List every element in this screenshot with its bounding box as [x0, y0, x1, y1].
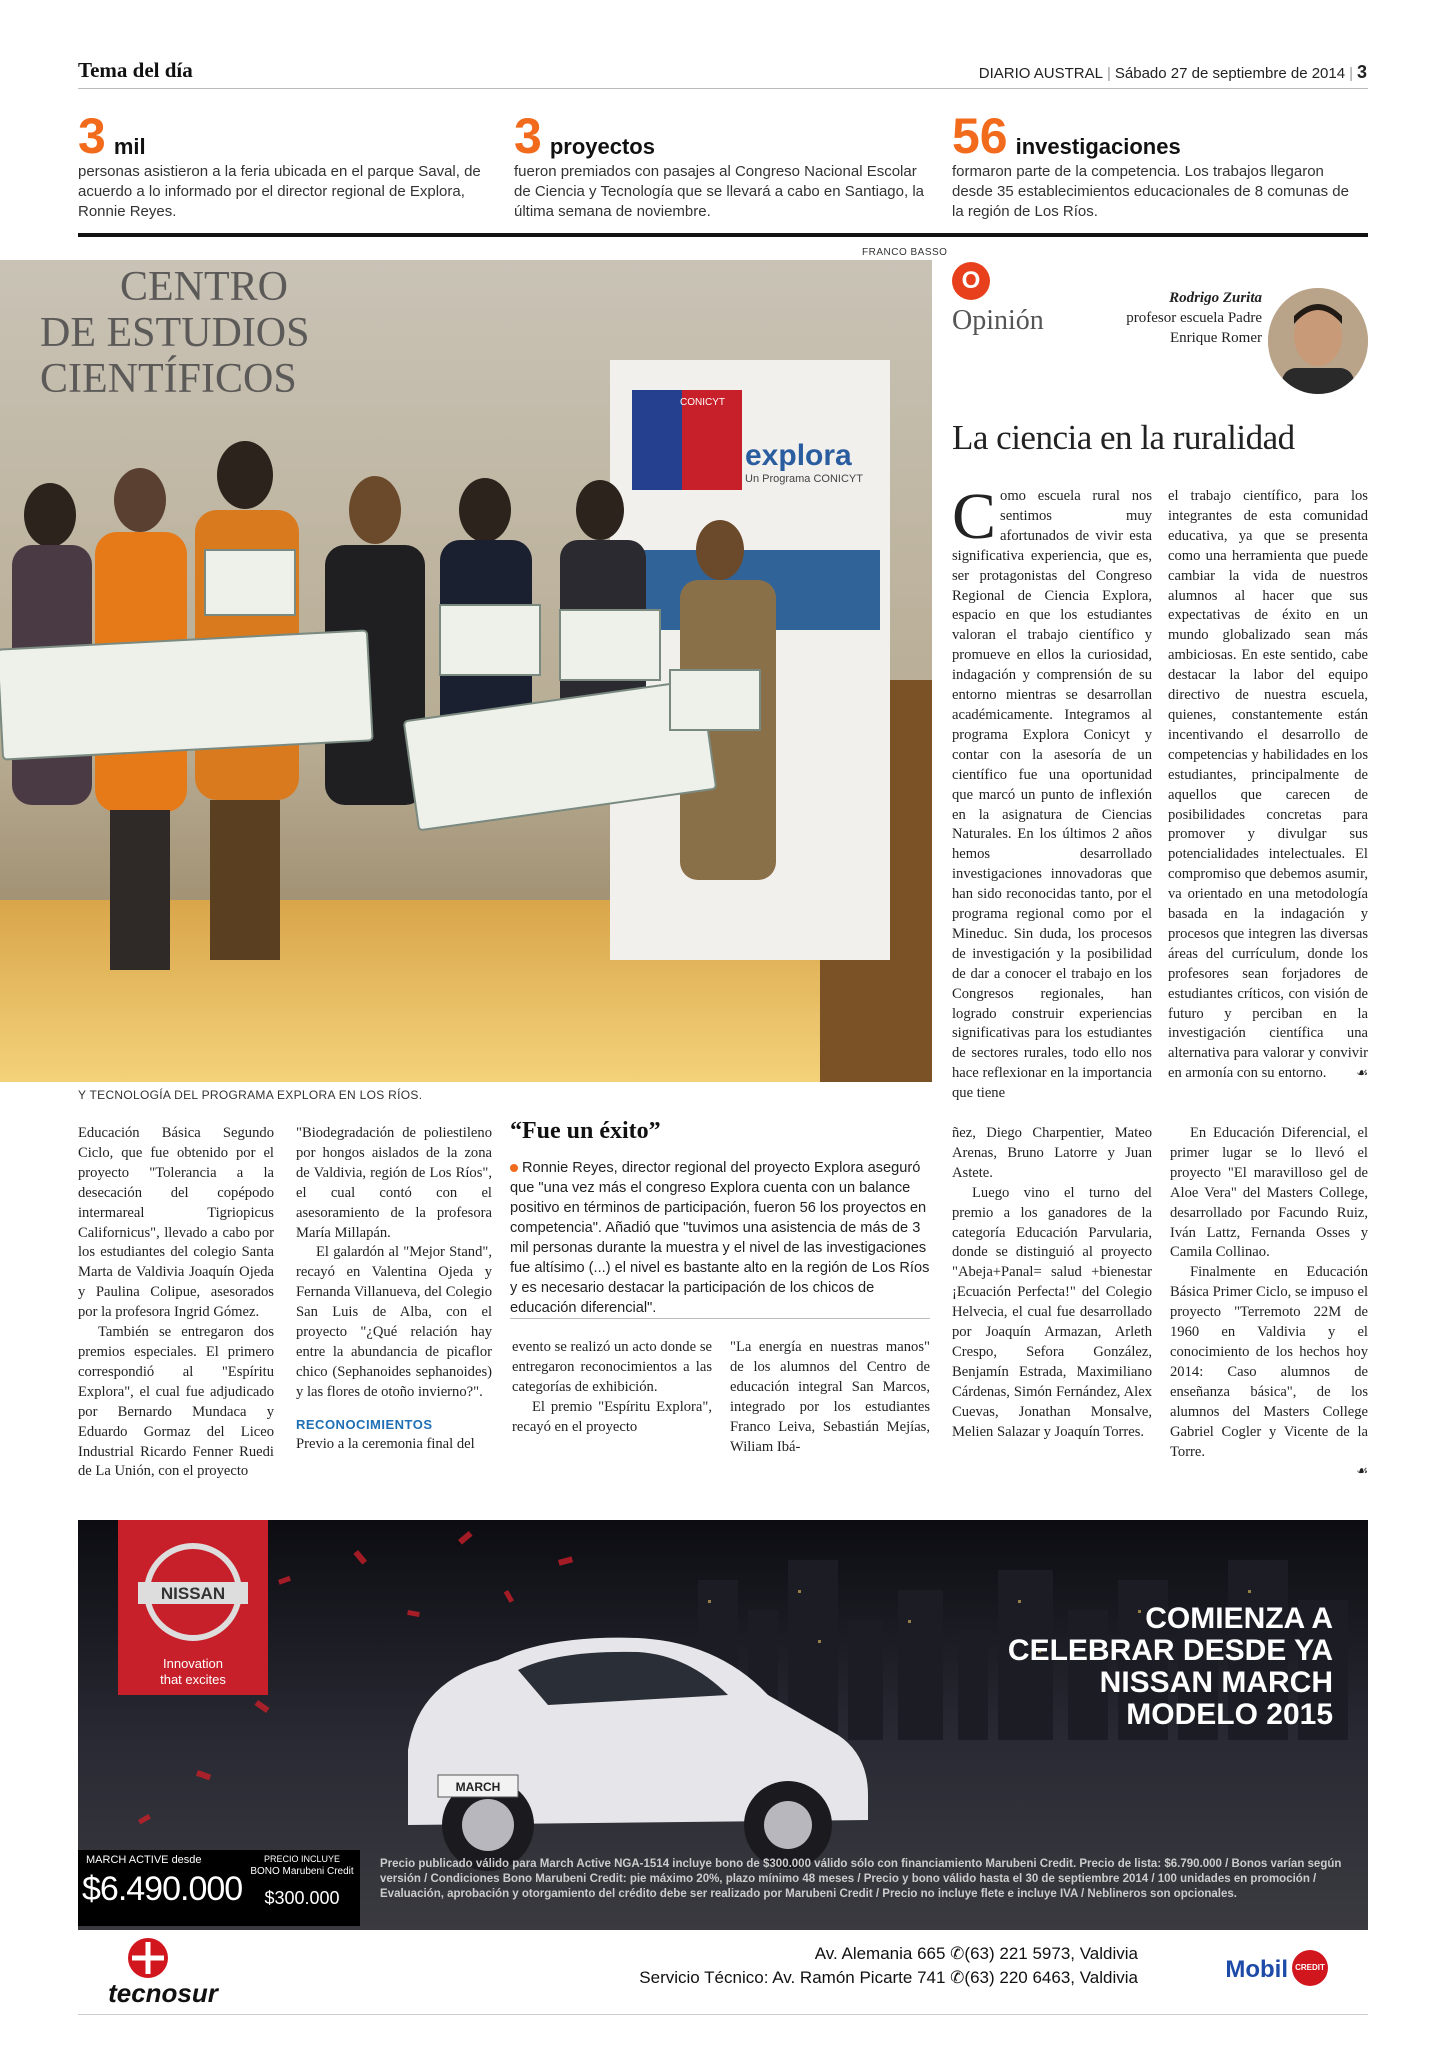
ad-headline4: MODELO 2015 [1126, 1698, 1333, 1731]
ad-brand: NISSAN [160, 1584, 226, 1603]
stat-number: 3 [78, 108, 106, 164]
quote-box [510, 1158, 930, 1318]
author-name: Rodrigo Zurita [1169, 290, 1262, 306]
tecnosur-logo-icon [88, 1934, 248, 2009]
stat-visitors [78, 108, 488, 222]
ad-fine-print: Precio publicado válido para March Active NGA-1514 incluye bono de $300.000 válido sólo con financiamiento Marubeni Credit. Precio de lista: $6.790.000 / Bonos varían según versión / Condiciones Bono Marubeni Credit: pie máximo 20%, plazo mínimo 48 meses / Precio y bono válido hasta el 30 de septiembre 2014 / 100 unidades en promoción / Evaluación, aprobación y otorgamiento del crédito debe ser realizado por Marubeni Credit / Precio no incluye flete e incluye IVA / Neblineros son opcionales. [380, 1858, 1342, 1900]
body-column-2 [296, 1124, 492, 1455]
ad-bono-label1: PRECIO INCLUYE [263, 1854, 341, 1864]
header-rule [78, 88, 1368, 89]
ad-headline2: CELEBRAR DESDE YA [1007, 1634, 1333, 1667]
dealer-name: tecnosur [108, 1978, 218, 2008]
paragraph: "Biodegradación de poliestileno por hongos aislados de la zona de Valdivia, región de Los Ríos", el cual contó con el asesoramiento de la profesora María Millapán. [296, 1125, 492, 1241]
drop-cap: C [952, 480, 997, 553]
stat-word: investigaciones [1015, 134, 1181, 159]
stat-word: proyectos [549, 134, 655, 159]
author-role: profesor escuela Padre Enrique Romer [1126, 310, 1262, 346]
credit-badge-icon: CREDIT [1292, 1950, 1328, 1986]
dealer-address [639, 1942, 1138, 1990]
banner-line2: DE ESTUDIOS [40, 310, 310, 356]
opinion-title: La ciencia en la ruralidad [952, 418, 1295, 457]
stat-word: mil [113, 134, 146, 159]
paragraph: También se entregaron dos premios especiales. El primero correspondió al "Espíritu Explora", el cual fue adjudicado por Bernardo Mundaca y Eduardo Gormaz del Liceo Industrial Ricardo Fenner Ruedi de La Unión, con el proyecto [78, 1324, 274, 1480]
opinion-text-2: el trabajo científico, para los integrantes de esta comunidad educativa, ya que se presenta como una herramienta que puede cambiar la vida de nuestros alumnos al hacer que sus expectativas de éxito en un mundo globalizado sean más ambiciosas. En este sentido, cabe destacar la labor del equipo directivo de nuestra escuela, quienes, constantemente están incentivando el desarrollo de competencias y habilidades en los estudiantes, principalmente de aquellos que carecen de posibilidades concretas para promover y divulgar sus potencialidades intelectuales. El compromiso que debemos asumir, va orientado en una metodología basada en la indagación y procesos que integren las diversas áreas del currículum, donde los profesores sean forjadores de estudiantes críticos, con visión de futuro y perciban en la investigación científica una alternativa para valorar y convivir en armonía con su entorno. [1168, 488, 1368, 1082]
sign-brand: explora [745, 439, 852, 472]
body-column-4 [730, 1338, 930, 1457]
ad-plate: MARCH [455, 1780, 501, 1794]
opinion-label: Opinión [952, 305, 1044, 336]
ad-headline1: COMIENZA A [1145, 1602, 1333, 1635]
photo-image [0, 260, 932, 1082]
paragraph: Luego vino el turno del premio a los ganadores de la categoría Educación Parvularia, donde se distinguió al proyecto "Abeja+Panal= salud +bienestar ¡Ecuación Perfecta!" del Colegio Helvecia, el cual fue desarrollado por Joaquín Armazan, Arleth Crespo, Sefora González, Benjamín Estrada, Maximiliano Cárdenas, Simón Fernández, Alex Cuevas, Jonathan Monsalve, Melien Salazar y Joaquín Torres. [952, 1184, 1152, 1440]
paragraph: "La energía en nuestras manos" de los alumnos del Centro de educación integral San Marcos, integrado por los estudiantes Franco Leiva, Sebastián Mejías, Wiliam Ibá- [730, 1339, 930, 1455]
mobil-logo: Mobil [1225, 1956, 1288, 1983]
end-mark-icon: ☙ [1356, 1066, 1368, 1082]
author-block [1102, 288, 1262, 348]
stat-text: personas asistieron a la feria ubicada en el parque Saval, de acuerdo a lo informado por el director regional de Explora, Ronnie Reyes. [78, 163, 481, 220]
photo-credit: FRANCO BASSO [862, 247, 948, 258]
opinion-column-1 [952, 480, 1152, 1104]
bullet-icon [510, 1164, 518, 1172]
stat-projects [514, 108, 925, 222]
ad-price-box [78, 1850, 360, 1926]
paper-name: DIARIO AUSTRAL [978, 65, 1103, 82]
ad-price: $6.490.000 [82, 1870, 243, 1908]
stat-number: 3 [514, 108, 542, 164]
quote-text: Ronnie Reyes, director regional del proyecto Explora aseguró que "una vez más el congreso Explora cuenta con un balance positivo en términos de participación, fueron 56 los proyectos en competencia". Añadió que "tuvimos una asistencia de más de 3 mil personas durante la muestra y el nivel de las investigaciones fue altísimo (...) el nivel es bastante alto en la región de Los Ríos y es necesario destacar la participación de los chicos de educación diferencial". [510, 1160, 930, 1316]
subhead-reconocimientos: RECONOCIMIENTOS [296, 1416, 433, 1432]
ad-dealer-bar [78, 1930, 1368, 2015]
ad-tagline1: Innovation [163, 1656, 223, 1671]
sign-sub: Un Programa CONICYT [745, 473, 863, 485]
paragraph: ñez, Diego Charpentier, Mateo Arenas, Bruno Latorre y Juan Astete. [952, 1125, 1152, 1181]
paragraph: En Educación Diferencial, el primer lugar se lo llevó el proyecto "El maravilloso gel de Aloe Vera" del Masters College, desarrollado por Facundo Ruiz, Iván Lattz, Fernanda Osses y Camila Collinao. [1170, 1125, 1368, 1261]
author-avatar [1268, 288, 1368, 394]
opinion-column-2 [1168, 487, 1368, 1084]
section-label: Tema del día [78, 58, 193, 82]
masthead: DIARIO AUSTRAL | Sábado 27 de septiembre de 2014 | 3 [978, 62, 1367, 82]
quote-title: “Fue un éxito” [510, 1118, 661, 1144]
photo-caption: Y TECNOLOGÍA DEL PROGRAMA EXPLORA EN LOS RÍOS. [78, 1088, 423, 1102]
body-column-3 [512, 1338, 712, 1438]
stat-text: formaron parte de la competencia. Los trabajos llegaron desde 35 establecimientos educacionales de 8 comunas de la región de Los Ríos. [952, 163, 1349, 220]
page-number: 3 [1356, 62, 1367, 82]
paragraph: Educación Básica Segundo Ciclo, que fue obtenido por el proyecto "Tolerancia a la desecación del copépodo intermareal Tigriopicus Californicus", llevado a cabo por los estudiantes del colegio Santa Marta de Valdivia Joaquín Ojeda y Paulina Colipue, asesorados por la profesora Ingrid Gómez. [78, 1125, 274, 1321]
body-column-6 [1170, 1124, 1368, 1482]
paragraph: El galardón al "Mejor Stand", recayó en Valentina Ojeda y Fernanda Villanueva, del Colegio San Luis de Alba, con el proyecto "¿Qué relación hay entre la abundancia de picaflor chico (Sephanoides sephanoides) y las flores de otoño invierno?". [296, 1244, 492, 1400]
sign-org: CONICYT [680, 397, 725, 408]
body-column-5 [952, 1124, 1152, 1443]
stat-investigations [952, 108, 1362, 222]
banner-line3: CIENTÍFICOS [40, 356, 297, 402]
dealer-address-1: Av. Alemania 665 ✆(63) 221 5973, Valdivia [814, 1944, 1138, 1963]
ad-bono: $300.000 [264, 1888, 340, 1908]
paragraph: Finalmente en Educación Básica Primer Ciclo, se impuso el proyecto "Terremoto 22M de 1960 en Valdivia y el conocimiento de los hechos hoy 2014: Caso alumnos de enseñanza básica", de los alumnos del Masters College Gabriel Cogler y Vicente de la Torre. [1170, 1264, 1368, 1460]
issue-date: Sábado 27 de septiembre de 2014 [1114, 65, 1346, 82]
ad-model-label: MARCH ACTIVE desde [86, 1854, 202, 1866]
paragraph: El premio "Espíritu Explora", recayó en el proyecto [512, 1398, 712, 1435]
opinion-text-1: omo escuela rural nos sentimos muy afortunados de vivir esta significativa experiencia, que es, ser protagonistas del Congreso Regional de Ciencia Explora, espacio en que los estudiantes valoran el trabajo científico y promueve en ellos la curiosidad, indagación y comprensión de su entorno mientras se desarrollan académicamente. Integramos al programa Explora Conicyt y contar con la asesoría de un científico fue una oportunidad que marcó un punto de inflexión en la asignatura de Ciencias Naturales. En los últimos 2 años hemos desarrollado investigaciones innovadoras que han sido reconocidas tanto, por el programa regional como por el Mineduc. Sin duda, los procesos de investigación y la posibilidad de dar a conocer el trabajo en los Congresos regionales, han logrado construir experiencias significativas para los estudiantes de sectores rurales, todo ello nos hace reflexionar en la importancia que tiene [952, 488, 1152, 1102]
stat-number: 56 [952, 108, 1008, 164]
stat-text: fueron premiados con pasajes al Congreso Nacional Escolar de Ciencia y Tecnología que se llevará a cabo en Santiago, la última semana de noviembre. [514, 163, 925, 220]
ad-bono-label2: BONO Marubeni Credit [250, 1866, 354, 1877]
paragraph: Previo a la ceremonia final del [296, 1435, 475, 1452]
dealer-address-2: Servicio Técnico: Av. Ramón Picarte 741 ✆(63) 220 6463, Valdivia [639, 1968, 1138, 1987]
ad-tagline2: that excites [160, 1672, 226, 1687]
ad-headline3: NISSAN MARCH [1099, 1666, 1333, 1699]
banner-line1: CENTRO [120, 264, 288, 310]
main-photo [0, 260, 932, 1082]
body-column-1 [78, 1124, 274, 1482]
opinion-badge: O [952, 262, 990, 300]
quote-rule [510, 1318, 930, 1319]
paragraph: evento se realizó un acto donde se entregaron reconocimientos a las categorías de exhibición. [512, 1339, 712, 1395]
stats-rule [78, 233, 1368, 237]
end-mark-icon: ☙ [1356, 1464, 1368, 1480]
